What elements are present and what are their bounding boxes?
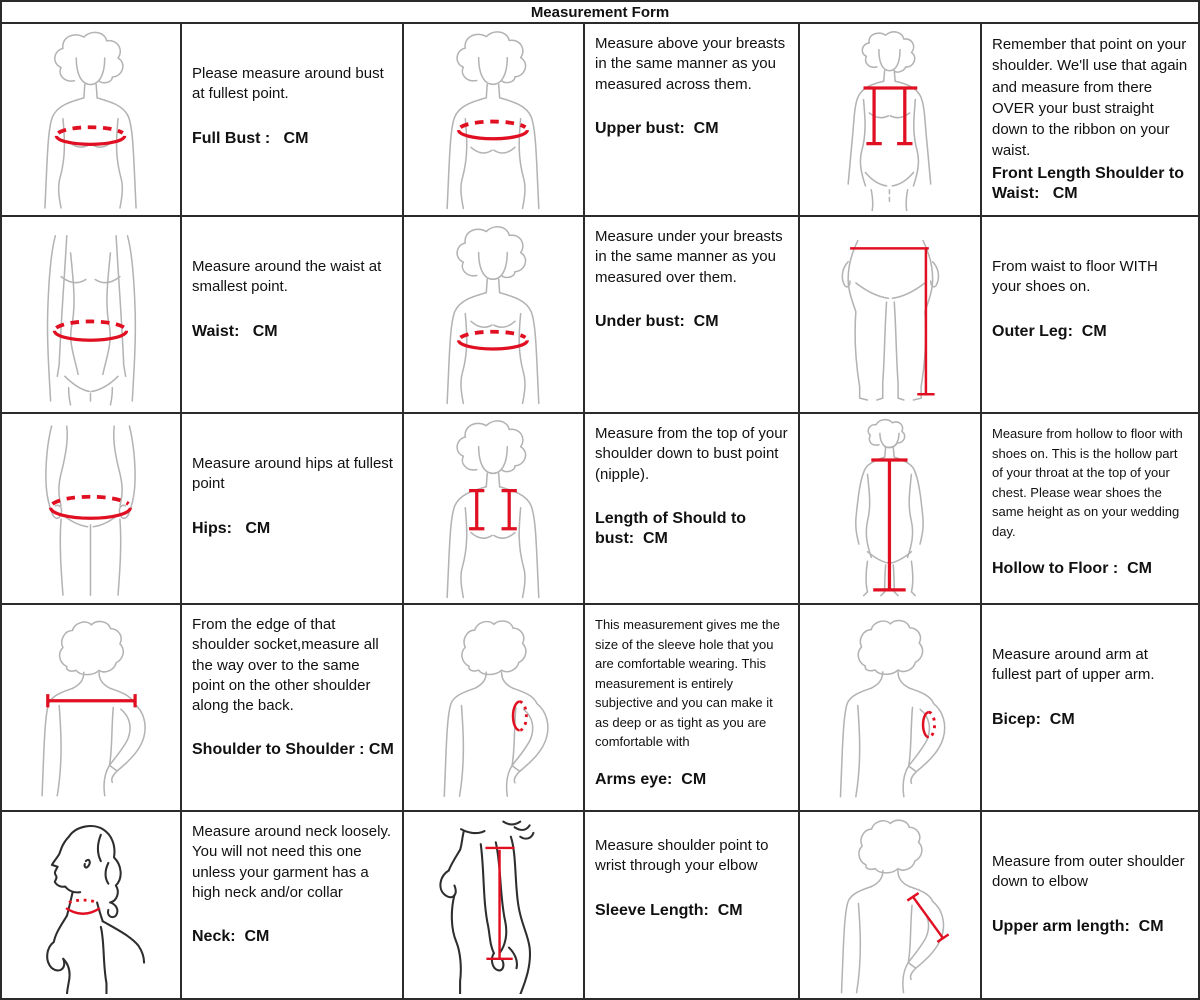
sleeve-length-instruction: Measure shoulder point to wrist through your elbow xyxy=(595,837,769,875)
upper-bust-figure xyxy=(408,28,580,211)
sleeve-length-figure-cell xyxy=(404,812,583,998)
under-bust-label: Under bust: CM xyxy=(595,312,719,330)
front-length-shoulder-to-waist-figure xyxy=(804,28,977,211)
shoulder-to-shoulder-cell xyxy=(182,605,402,810)
shoulder-to-bust-figure xyxy=(408,418,580,599)
hollow-to-floor-figure-cell xyxy=(800,414,980,603)
shoulder-to-bust-instruction: Measure from the top of your shoulder down to bust point (nipple). xyxy=(595,425,788,483)
arms-eye-figure xyxy=(408,609,580,806)
neck-label: Neck: CM xyxy=(192,928,270,945)
neck-figure-cell xyxy=(2,812,180,998)
neck-instruction: Measure around neck loosely. You will not need this one unless your garment has a high neck and/or collar xyxy=(192,823,391,901)
outer-leg-cell xyxy=(982,217,1198,412)
bicep-figure-cell xyxy=(800,605,980,810)
upper-arm-length-figure-cell xyxy=(800,812,980,998)
upper-bust-instruction: Measure above your breasts in the same manner as you measured across them. xyxy=(595,35,786,93)
arms-eye-label: Arms eye: CM xyxy=(595,770,707,788)
page-title: Measurement Form xyxy=(2,2,1198,22)
full-bust-cell xyxy=(182,24,402,215)
shoulder-to-shoulder-figure xyxy=(6,609,177,806)
full-bust-figure xyxy=(6,28,177,211)
waist-instruction: Measure around the waist at smallest point. xyxy=(192,258,382,296)
hollow-to-floor-label: Hollow to Floor : CM xyxy=(992,560,1152,577)
full-bust-label: Full Bust : CM xyxy=(192,129,309,147)
hips-cell xyxy=(182,414,402,603)
shoulder-to-bust-label: Length of Should to bust: CM xyxy=(595,509,747,547)
front-length-instruction: Remember that point on your shoulder. We'll use that again and measure from there OVER your bust straight down to the ribbon on your waist. xyxy=(992,36,1188,160)
arms-eye-figure-cell xyxy=(404,605,583,810)
front-length-figure-cell xyxy=(800,24,980,215)
upper-arm-length-instruction: Measure from outer shoulder down to elbow xyxy=(992,853,1185,891)
upper-bust-cell xyxy=(585,24,798,215)
waist-label: Waist: CM xyxy=(192,322,278,340)
sleeve-length-figure xyxy=(408,816,580,995)
outer-leg-figure-cell xyxy=(800,217,980,412)
under-bust-cell xyxy=(585,217,798,412)
full-bust-instruction: Please measure around bust at fullest point. xyxy=(192,65,384,103)
shoulder-to-shoulder-figure-cell xyxy=(2,605,180,810)
outer-leg-instruction: From waist to floor WITH your shoes on. xyxy=(992,258,1158,296)
hollow-to-floor-instruction: Measure from hollow to floor with shoes on. This is the hollow part of your throat at the top of your chest. Please wear shoes the same height as on your wedding day. xyxy=(992,426,1183,539)
bicep-cell xyxy=(982,605,1198,810)
hollow-to-floor-cell xyxy=(982,414,1198,603)
arms-eye-instruction: This measurement gives me the size of the sleeve hole that you are comfortable wearing. This measurement is entirely subjective and you can make it as deep or as tight as you are comfortable with xyxy=(595,617,780,749)
sleeve-length-label: Sleeve Length: CM xyxy=(595,901,743,919)
sleeve-length-cell xyxy=(585,812,798,998)
bicep-label: Bicep: CM xyxy=(992,710,1075,728)
shoulder-to-bust-cell xyxy=(585,414,798,603)
front-length-cell xyxy=(982,24,1198,215)
bicep-instruction: Measure around arm at fullest part of upper arm. xyxy=(992,646,1155,684)
hips-figure xyxy=(6,418,177,599)
neck-figure xyxy=(6,816,177,995)
outer-leg-figure xyxy=(804,221,977,408)
upper-bust-figure-cell xyxy=(404,24,583,215)
upper-arm-length-label: Upper arm length: CM xyxy=(992,917,1164,935)
under-bust-instruction: Measure under your breasts in the same manner as you measured over them. xyxy=(595,228,783,286)
shoulder-to-shoulder-label: Shoulder to Shoulder : CM xyxy=(192,741,394,759)
upper-arm-length-cell xyxy=(982,812,1198,998)
neck-cell xyxy=(182,812,402,998)
shoulder-to-bust-figure-cell xyxy=(404,414,583,603)
upper-bust-label: Upper bust: CM xyxy=(595,119,719,137)
bicep-figure xyxy=(804,609,977,806)
outer-leg-label: Outer Leg: CM xyxy=(992,322,1107,340)
hips-label: Hips: CM xyxy=(192,519,271,537)
shoulder-to-shoulder-instruction: From the edge of that shoulder socket,measure all the way over to the same point on the other shoulder along the back. xyxy=(192,616,379,714)
waist-cell xyxy=(182,217,402,412)
under-bust-figure xyxy=(408,221,580,408)
front-length-label: Front Length Shoulder to Waist: CM xyxy=(992,164,1184,202)
waist-figure xyxy=(6,221,177,408)
hollow-to-floor-figure xyxy=(804,418,977,599)
upper-arm-length-figure xyxy=(804,816,977,995)
arms-eye-cell xyxy=(585,605,798,810)
full-bust-figure-cell xyxy=(2,24,180,215)
waist-figure-cell xyxy=(2,217,180,412)
under-bust-figure-cell xyxy=(404,217,583,412)
hips-figure-cell xyxy=(2,414,180,603)
hips-instruction: Measure around hips at fullest point xyxy=(192,455,393,493)
